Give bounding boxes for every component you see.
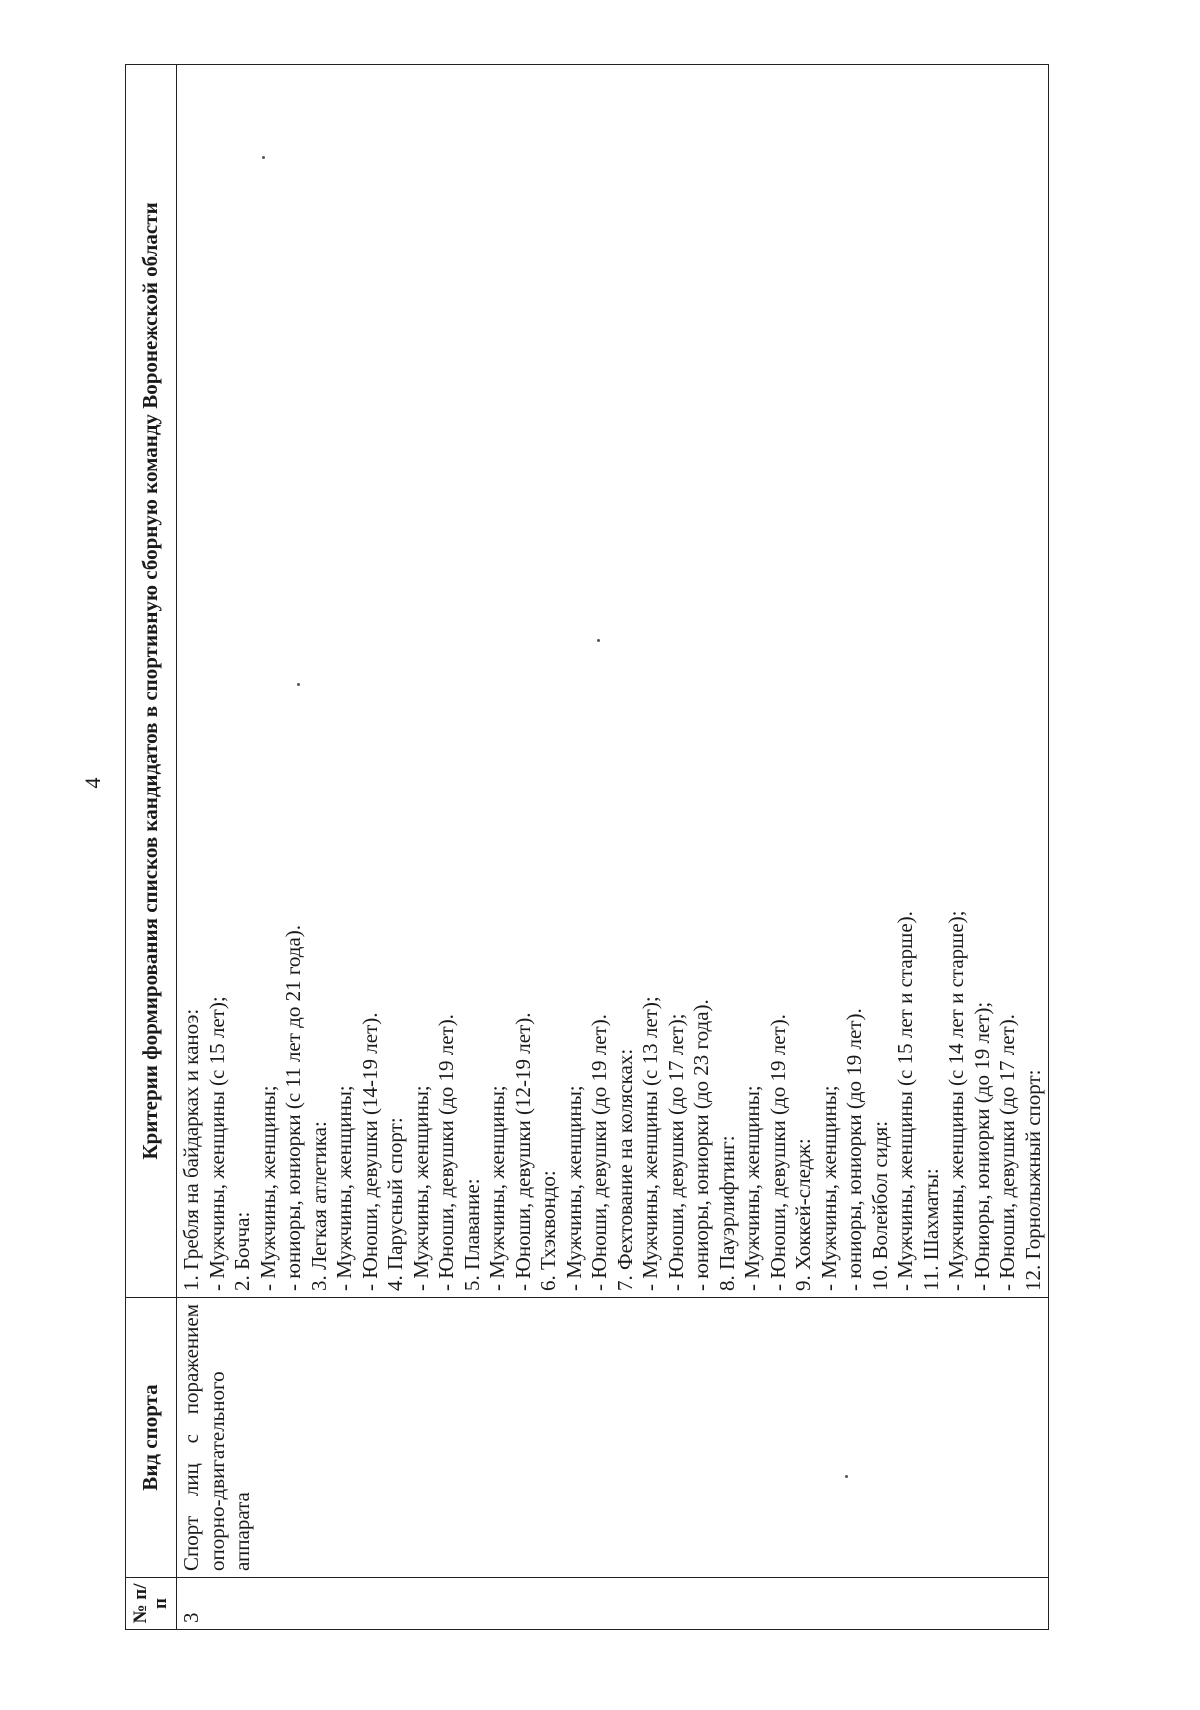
criteria-item: - Юноши, девушки (до 17 лет). [995, 1014, 1019, 1291]
table-row [177, 65, 1049, 1630]
criteria-item: - Мужчины, женщины (с 15 лет); [204, 996, 229, 1291]
criteria-item: - Мужчины, женщины; [408, 1085, 433, 1291]
criteria-item: 5. Плавание: [459, 1178, 484, 1291]
criteria-item: 4. Парусный спорт: [383, 1117, 407, 1291]
criteria-item: 7. Фехтование на колясках: [612, 1048, 637, 1291]
header-number: № п/п [126, 1578, 177, 1630]
criteria-item: - юниоры, юниорки (до 23 года). [689, 999, 713, 1291]
criteria-item: 3. Легкая атлетика: [306, 1121, 331, 1291]
criteria-item: - Юноши, девушки (12-19 лет). [510, 1012, 535, 1291]
header-sport: Вид спорта [126, 1298, 177, 1578]
criteria-item: - Мужчины, женщины (с 14 лет и старше); [944, 910, 968, 1291]
criteria-item: - Юноши, девушки (до 19 лет). [434, 1014, 458, 1291]
criteria-item: - Юноши, девушки (до 19 лет). [765, 1014, 790, 1291]
criteria-item: - юниоры, юниорки (до 19 лет). [842, 1008, 866, 1291]
criteria-list [179, 71, 1046, 1291]
criteria-item: - Мужчины, женщины; [816, 1085, 841, 1291]
criteria-item: - Мужчины, женщины; [740, 1085, 764, 1291]
row-number: 3 [177, 1578, 1049, 1630]
criteria-item: - Юниоры, юниорки (до 19 лет); [969, 1001, 994, 1291]
criteria-item: - Мужчины, женщины (с 13 лет); [638, 996, 662, 1291]
criteria-item: - Мужчины, женщины; [255, 1085, 280, 1291]
criteria-item: - Юноши, девушки (до 19 лет). [587, 1014, 611, 1291]
table-header-row [126, 65, 177, 1630]
criteria-item: 12. Горнолыжный спорт: [1020, 1069, 1045, 1291]
criteria-item: 9. Хоккей-следж: [791, 1138, 815, 1291]
criteria-item: 6. Тхэквондо: [536, 1170, 560, 1291]
row-criteria [177, 65, 1049, 1298]
criteria-item: - Юноши, девушки (до 17 лет); [663, 1013, 688, 1291]
criteria-item: - Мужчины, женщины; [561, 1085, 586, 1291]
criteria-table [125, 64, 1049, 1630]
page-number: 4 [80, 777, 105, 789]
criteria-item: 11. Шахматы: [918, 1168, 943, 1291]
row-sport: Спорт лиц с поражением опорно-двигательного аппарата [177, 1298, 1049, 1578]
criteria-item: - юниоры, юниорки (с 11 лет до 21 года). [281, 924, 305, 1291]
header-criteria: Критерии формирования списков кандидатов в спортивную сборную команду Воронежской области [126, 65, 177, 1298]
criteria-item: 1. Гребля на байдарках и каноэ: [179, 1008, 203, 1291]
criteria-item: 2. Бочча: [230, 1211, 254, 1291]
criteria-item: - Юноши, девушки (14-19 лет). [357, 1012, 382, 1291]
criteria-item: - Мужчины, женщины (с 15 лет и старше). [893, 911, 917, 1291]
rotated-table-container [125, 64, 1045, 1630]
criteria-item: 10. Волейбол сидя: [867, 1120, 892, 1291]
criteria-item: - Мужчины, женщины; [485, 1085, 509, 1291]
criteria-item: 8. Пауэрлифтинг: [714, 1135, 739, 1291]
criteria-item: - Мужчины, женщины; [332, 1085, 356, 1291]
